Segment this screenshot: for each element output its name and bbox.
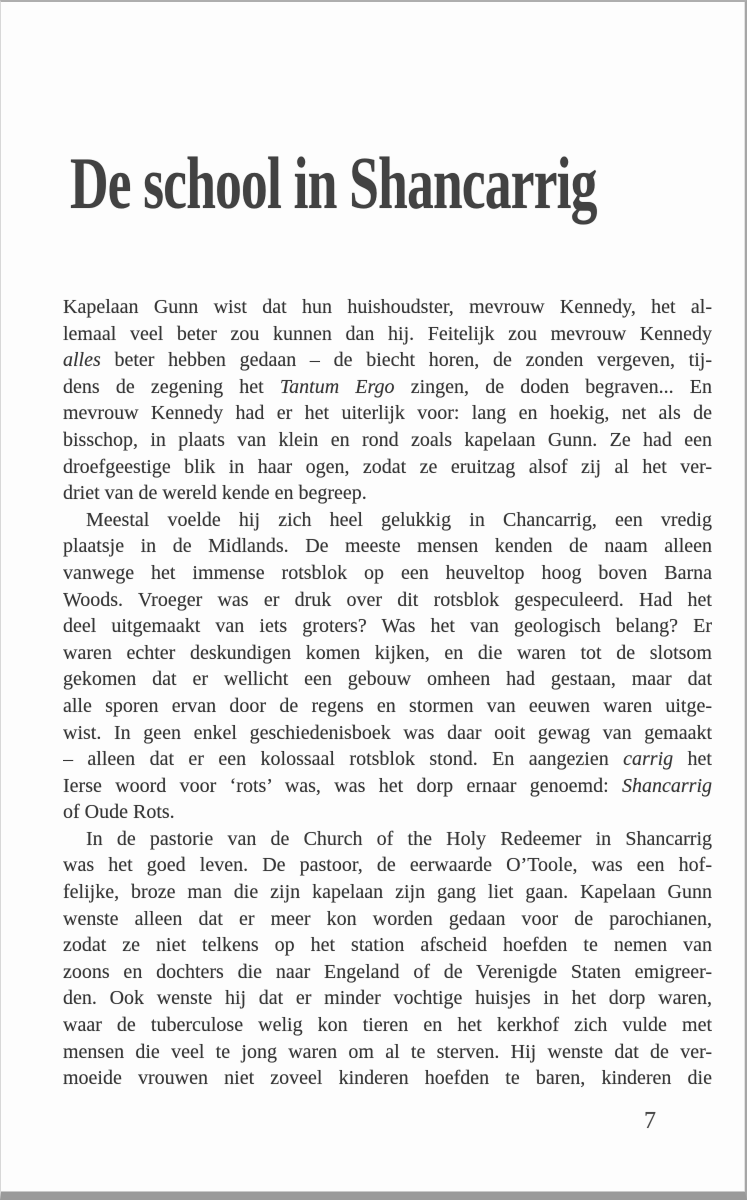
text-line bbox=[63, 1012, 712, 1039]
text-line bbox=[63, 693, 712, 720]
text-run: het bbox=[673, 748, 712, 771]
text-run: waar de tuberculose welig kon tieren en het kerkhof zich vulde met bbox=[63, 1014, 712, 1037]
text-run: Meestal voelde hij zich heel gelukkig in Chancarrig, een vredig bbox=[86, 508, 712, 531]
text-run: Woods. Vroeger was er druk over dit rotsblok gespeculeerd. Had het bbox=[63, 588, 712, 611]
text-line bbox=[63, 427, 712, 454]
italic-text-run: Shancarrig bbox=[622, 774, 712, 797]
text-line bbox=[63, 400, 712, 427]
text-run: beter hebben gedaan – de biecht horen, de zonden vergeven, tij- bbox=[100, 349, 712, 372]
text-run: deel uitgemaakt van iets groters? Was het van geologisch belang? Er bbox=[63, 615, 712, 638]
text-line bbox=[63, 666, 712, 693]
text-line bbox=[63, 640, 712, 667]
text-run: gekomen dat er wellicht een gebouw omheen had gestaan, maar dat bbox=[63, 668, 712, 691]
page-number: 7 bbox=[644, 1108, 656, 1134]
chapter-title: De school in Shancarrig bbox=[70, 142, 597, 225]
text-line bbox=[63, 480, 712, 507]
text-line bbox=[63, 932, 712, 959]
text-line bbox=[63, 454, 712, 481]
text-line bbox=[63, 826, 712, 853]
text-line bbox=[63, 1065, 712, 1092]
text-run: mensen die veel te jong waren om al te sterven. Hij wenste dat de ver- bbox=[63, 1040, 712, 1063]
text-run: den. Ook wenste hij dat er minder vochtige huisjes in het dorp waren, bbox=[63, 987, 712, 1010]
text-run: wenste alleen dat er meer kon worden gedaan voor de parochianen, bbox=[63, 907, 712, 930]
text-run: – alleen dat er een kolossaal rotsblok stond. En aangezien bbox=[63, 748, 624, 771]
text-run: zodat ze niet telkens op het station afscheid hoefden te nemen van bbox=[63, 934, 712, 957]
italic-text-run: Tantum Ergo bbox=[279, 375, 395, 398]
text-run: vanwege het immense rotsblok op een heuveltop hoog boven Barna bbox=[63, 561, 712, 584]
text-run: of Oude Rots. bbox=[63, 801, 175, 824]
text-run: bisschop, in plaats van klein en rond zoals kapelaan Gunn. Ze had een bbox=[63, 428, 712, 451]
text-run: plaatsje in de Midlands. De meeste mensen kenden de naam alleen bbox=[63, 535, 712, 558]
text-run: In de pastorie van de Church of the Holy Redeemer in Shancarrig bbox=[86, 827, 712, 850]
italic-text-run: carrig bbox=[623, 748, 674, 771]
text-run: waren echter deskundigen komen kijken, en die waren tot de slotsom bbox=[63, 641, 712, 664]
text-run: felijke, broze man die zijn kapelaan zijn gang liet gaan. Kapelaan Gunn bbox=[63, 881, 712, 904]
text-line bbox=[63, 985, 712, 1012]
text-line bbox=[63, 1039, 712, 1066]
text-run: dens de zegening het bbox=[63, 375, 280, 398]
text-line bbox=[63, 613, 712, 640]
text-line bbox=[63, 959, 712, 986]
text-line bbox=[63, 347, 712, 374]
text-run: droefgeestige blik in haar ogen, zodat ze eruitzag alsof zij al het ver- bbox=[63, 455, 712, 478]
text-line bbox=[63, 879, 712, 906]
body-text bbox=[63, 294, 712, 1092]
text-line bbox=[63, 746, 712, 773]
text-line bbox=[63, 374, 712, 401]
text-line bbox=[63, 587, 712, 614]
text-run: moeide vrouwen niet zoveel kinderen hoefden te baren, kinderen die bbox=[63, 1067, 712, 1090]
text-line bbox=[63, 852, 712, 879]
text-line bbox=[63, 533, 712, 560]
italic-text-run: alles bbox=[63, 349, 101, 372]
text-line bbox=[63, 773, 712, 800]
text-line bbox=[63, 321, 712, 348]
text-line bbox=[63, 799, 712, 826]
text-run: zingen, de doden begraven... En bbox=[394, 375, 712, 398]
text-run: was het goed leven. De pastoor, de eerwaarde O’Toole, was een hof- bbox=[63, 854, 712, 877]
text-run: driet van de wereld kende en begreep. bbox=[63, 482, 367, 505]
text-line bbox=[63, 906, 712, 933]
text-line bbox=[63, 560, 712, 587]
text-run: lemaal veel beter zou kunnen dan hij. Feitelijk zou mevrouw Kennedy bbox=[63, 322, 712, 345]
text-line bbox=[63, 294, 712, 321]
text-run: alle sporen ervan door de regens en stormen van eeuwen waren uitge- bbox=[63, 694, 712, 717]
text-run: Kapelaan Gunn wist dat hun huishoudster, mevrouw Kennedy, het al- bbox=[63, 296, 712, 318]
text-run: zoons en dochters die naar Engeland of de Verenigde Staten emigreer- bbox=[63, 960, 712, 983]
text-line bbox=[63, 507, 712, 534]
text-line bbox=[63, 720, 712, 747]
text-run: wist. In geen enkel geschiedenisboek was daar ooit gewag van gemaakt bbox=[63, 721, 712, 744]
text-run: Ierse woord voor ‘rots’ was, was het dorp ernaar genoemd: bbox=[63, 774, 622, 797]
text-run: mevrouw Kennedy had er het uiterlijk voor: lang en hoekig, net als de bbox=[63, 402, 712, 425]
